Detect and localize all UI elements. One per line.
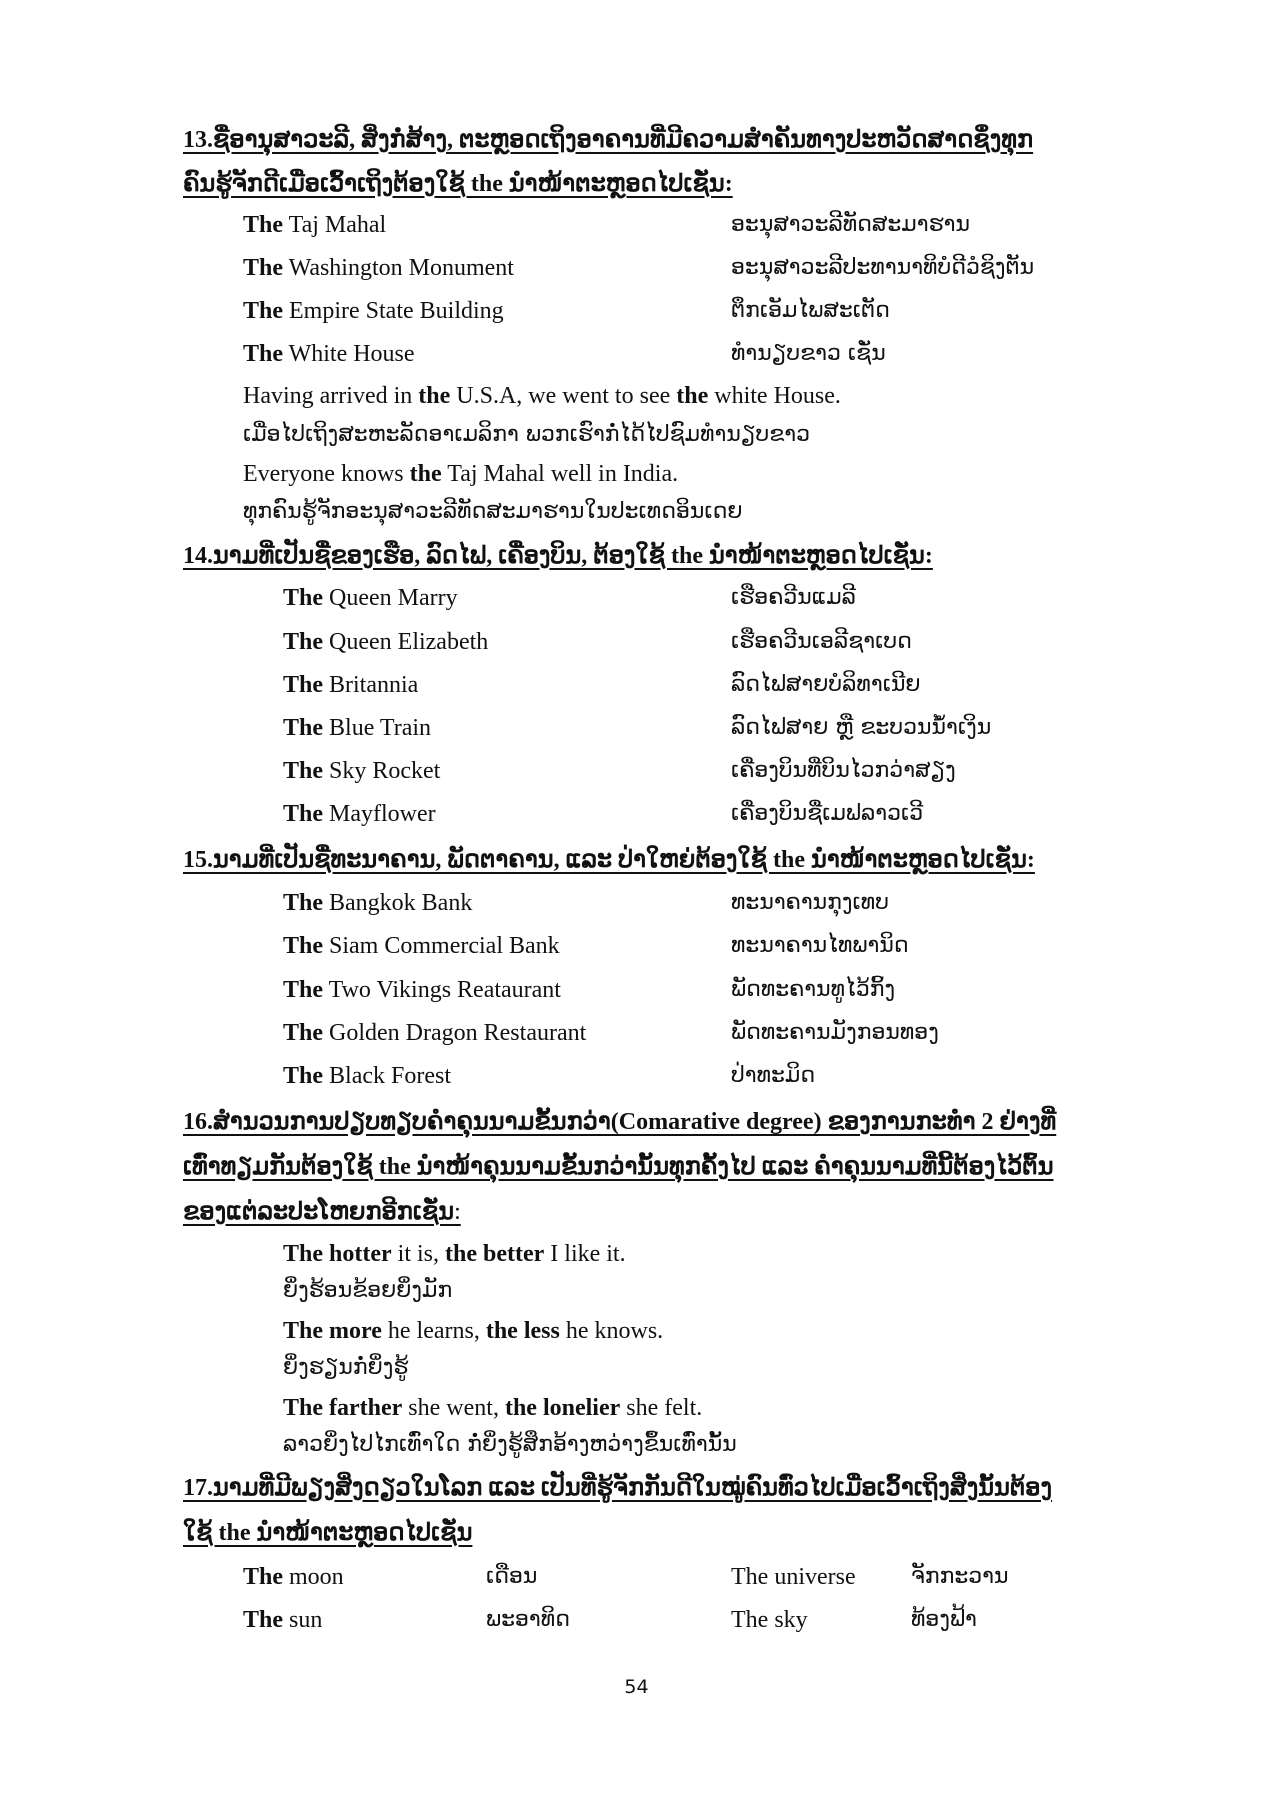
section-14-heading: 14.ນາມທີ່ເປັນຊື່ຂອງເຮືອ, ລົດໄຟ, ເຄື່ອງບິນ, ຕ້ອງໃຊ້ the ນຳໜ້າຕະຫຼອດໄປເຊັ່ນ: bbox=[183, 543, 933, 569]
english-term: Taj Mahal bbox=[283, 212, 387, 238]
lao-translation: ຕຶກເອັມໄພສະເຕັດ bbox=[731, 298, 890, 323]
english-term: Black Forest bbox=[323, 1063, 451, 1089]
english-term: sun bbox=[283, 1607, 323, 1633]
lao-translation: ທ້ອງຟ້າ bbox=[911, 1607, 977, 1632]
lao-translation: ເຄື່ອງບິນທີ່ບິນໄວກວ່າສຽງ bbox=[731, 758, 956, 783]
section-15-heading: 15.ນາມທີ່ເປັນຊື່ທະນາຄານ, ພັດຕາຄານ, ແລະ ປ່າໃຫຍ່ຕ້ອງໃຊ້ the ນຳໜ້າຕະຫຼອດໄປເຊັ່ນ: bbox=[183, 847, 1035, 873]
article-the: The bbox=[283, 1063, 324, 1089]
article-the: The bbox=[283, 715, 324, 741]
example-sentence: The more he learns, the less he knows. bbox=[283, 1318, 664, 1344]
english-term: Blue Train bbox=[323, 715, 432, 741]
article-the: The bbox=[243, 298, 284, 324]
article-the: The bbox=[283, 977, 324, 1003]
lao-translation: ທະນາຄານໄທພານິດ bbox=[731, 933, 909, 958]
article-the: The bbox=[283, 585, 324, 611]
english-term: Sky Rocket bbox=[323, 758, 441, 784]
example-translation: ລາວຍິ່ງໄປໄກເທົ່າໃດ ກໍ່ຍິ່ງຮູ້ສຶກອ້າງຫວ່າງຂຶ້ນເທົ່ານັ້ນ bbox=[283, 1432, 737, 1457]
article-the: The bbox=[283, 629, 324, 655]
example-translation: ຍິ່ງຮ້ອນຂ້ອຍຍິ່ງມັກ bbox=[283, 1278, 453, 1303]
article-the: The bbox=[243, 1564, 284, 1590]
table-row bbox=[243, 1557, 1143, 1597]
english-term: Queen Elizabeth bbox=[323, 629, 489, 655]
lao-translation: ທະນາຄານກຸງເທບ bbox=[731, 890, 889, 915]
lao-translation: ພັດທະຄານທູໄວ້ກິ້ງ bbox=[731, 977, 896, 1002]
article-the: The bbox=[283, 801, 324, 827]
english-term: Golden Dragon Restaurant bbox=[323, 1020, 587, 1046]
article-the: The bbox=[283, 1020, 324, 1046]
article-the: The bbox=[283, 672, 324, 698]
section-16-heading-line2: ເທົ່າທຽມກັນຕ້ອງໃຊ້ the ນຳໜ້າຄຸນນາມຂັ້ນກວ່ານັ້ນທຸກຄັ້ງໄປ ແລະ ຄຳຄຸນນາມທີ່ນີ້ຕ້ອງໄວ້ຕົ້ນ bbox=[183, 1154, 1054, 1180]
english-term: moon bbox=[283, 1564, 344, 1590]
section-17-heading-line1: 17.ນາມທີ່ມີພຽງສິ່ງດຽວໃນໂລກ ແລະ ເປັນທີ່ຮູ້ຈັກກັນດີໃນໝູ່ຄົນທົ່ວໄປເມື່ອເວົ້າເຖິງສິ່ງນັ້ນຕ້ອງ bbox=[183, 1475, 1053, 1501]
example-sentence: The hotter it is, the better I like it. bbox=[283, 1241, 626, 1267]
english-term: Two Vikings Reataurant bbox=[323, 977, 561, 1003]
section-16-heading-line1: 16.ສຳນວນການປຽບທຽບຄຳຄຸນນາມຂັ້ນກວ່າ(Comarative degree) ຂອງການກະທຳ 2 ຢ່າງທີ່ bbox=[183, 1109, 1057, 1135]
english-term: Mayflower bbox=[323, 801, 436, 827]
article-the: The bbox=[283, 933, 324, 959]
lao-translation: ປ່າທະມິດ bbox=[731, 1063, 816, 1088]
english-term: Queen Marry bbox=[323, 585, 458, 611]
english-term: White House bbox=[283, 341, 415, 367]
example-translation: ເມື່ອໄປເຖິງສະຫະລັດອາເມລິກາ ພວກເຮົາກໍ່ໄດ້ໄປຊົມທຳນຽບຂາວ bbox=[243, 422, 811, 447]
english-term: The universe bbox=[731, 1564, 856, 1590]
english-term: Bangkok Bank bbox=[323, 890, 473, 916]
lao-translation: ພັດທະຄານມັງກອນທອງ bbox=[731, 1020, 939, 1045]
example-sentence: Having arrived in the U.S.A, we went to see the white House. bbox=[243, 383, 841, 409]
section-16-heading-line3: ຂອງແຕ່ລະປະໂຫຍກອີກເຊັ່ນ: bbox=[183, 1199, 461, 1225]
lao-translation: ເດືອນ bbox=[486, 1564, 538, 1589]
article-the: The bbox=[243, 341, 284, 367]
lao-translation: ພະອາທິດ bbox=[486, 1607, 570, 1632]
table-row bbox=[243, 1600, 1143, 1640]
example-translation: ຍິ່ງຮຽນກໍ່ຍິ່ງຮູ້ bbox=[283, 1355, 409, 1380]
english-term: Empire State Building bbox=[283, 298, 504, 324]
article-the: The bbox=[243, 1607, 284, 1633]
lao-translation: ອະນຸສາວະລີທັດສະມາຮານ bbox=[731, 212, 970, 237]
lao-translation: ລົດໄຟສາຍບໍລິທາເນີຍ bbox=[731, 672, 921, 697]
article-the: The bbox=[283, 890, 324, 916]
english-term: Siam Commercial Bank bbox=[323, 933, 560, 959]
section-13-heading-line2: ຄົນຮູ້ຈັກດີເມື່ອເວົ້າເຖິງຕ້ອງໃຊ້ the ນຳໜ້າຕະຫຼອດໄປເຊັ່ນ: bbox=[183, 171, 733, 197]
english-term: The sky bbox=[731, 1607, 808, 1633]
section-17-heading-line2: ໃຊ້ the ນຳໜ້າຕະຫຼອດໄປເຊັ່ນ bbox=[183, 1520, 473, 1546]
lao-translation: ທຳນຽບຂາວ ເຊັ່ນ bbox=[731, 341, 886, 366]
article-the: The bbox=[243, 255, 284, 281]
lao-translation: ລົດໄຟສາຍ ຫຼື ຂະບວນນ້ຳເງິນ bbox=[731, 715, 992, 740]
example-sentence: Everyone knows the Taj Mahal well in India. bbox=[243, 461, 679, 487]
section-13-heading-line1: 13.ຊື່ອານຸສາວະລີ, ສິ່ງກໍ່ສ້າງ, ຕະຫຼອດເຖິງອາຄານທີ່ມີຄວາມສຳຄັນທາງປະຫວັດສາດຊຶ່ງທຸກ bbox=[183, 127, 1034, 153]
example-translation: ທຸກຄົນຮູ້ຈັກອະນຸສາວະລີທັດສະມາຮານໃນປະເທດອິນເດຍ bbox=[243, 499, 743, 524]
lao-translation: ເຮືອຄວີນເອລີຊາເບດ bbox=[731, 629, 912, 654]
article-the: The bbox=[283, 758, 324, 784]
lao-translation: ເຄື່ອງບິນຊື່ເມຟລາວເວີ bbox=[731, 801, 924, 826]
page-number: 54 bbox=[624, 1676, 649, 1698]
english-term: Britannia bbox=[323, 672, 419, 698]
lao-translation: ເຮືອຄວີນແມລີ bbox=[731, 585, 856, 610]
article-the: The bbox=[243, 212, 284, 238]
lao-translation: ອະນຸສາວະລີປະທານາທິບໍດີວໍຊິງຕັນ bbox=[731, 255, 1035, 280]
example-sentence: The farther she went, the lonelier she felt. bbox=[283, 1395, 703, 1421]
english-term: Washington Monument bbox=[283, 255, 514, 281]
lao-translation: ຈັກກະວານ bbox=[911, 1564, 1009, 1589]
